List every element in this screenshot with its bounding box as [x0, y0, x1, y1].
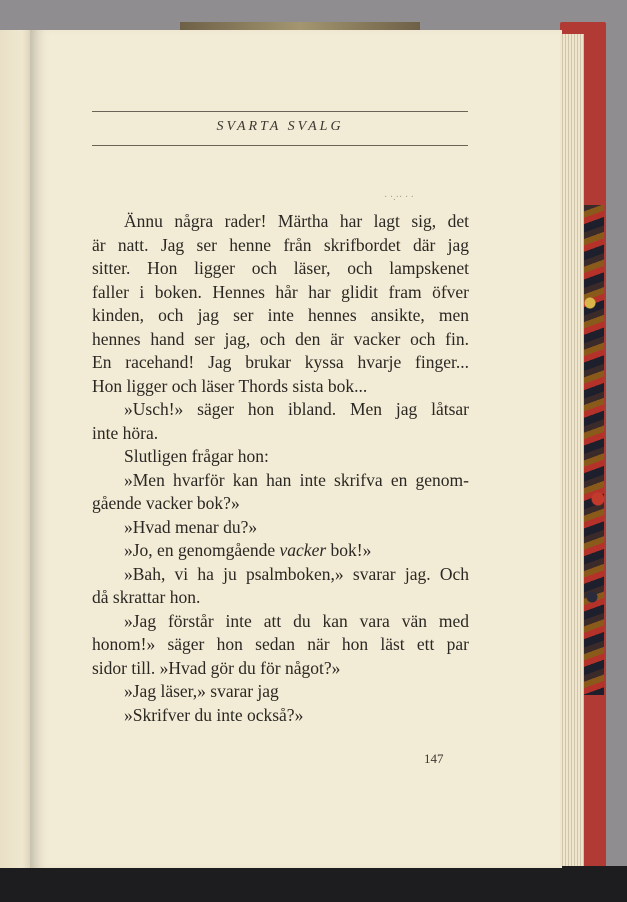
page-edges [560, 34, 584, 866]
text-line: »Usch!» säger hon ibland. Men jag låtsar [124, 399, 469, 419]
text-line: En racehand! Jag brukar kyssa hvarje finger... [92, 352, 469, 372]
text-line: »Bah, vi ha ju psalmboken,» svarar jag. Och [124, 563, 469, 584]
page-number: 147 [424, 751, 444, 766]
body-text [92, 210, 469, 727]
text-line: är natt. Jag ser henne från skrifbordet där jag [92, 234, 469, 255]
text-line: Hon ligger och läser Thords sista bok... [92, 375, 368, 396]
emphasis-vacker: vacker [279, 540, 327, 560]
text-line: »Skrifver du inte också?» [124, 704, 304, 725]
text-line: då skrattar hon. [92, 587, 201, 607]
text-segment: bok!» [330, 540, 372, 560]
header-rule-top [92, 111, 468, 112]
header-rule-bottom [92, 145, 468, 146]
text-line: kinden, och jag ser inte hennes ansikte, men [92, 305, 469, 325]
pencil-smudge: · ·.·· · · [384, 192, 414, 203]
text-line: sidor till. »Hvad gör du för något?» [92, 657, 341, 678]
text-line: faller i boken. Hennes hår har glidit fram öfver [92, 281, 469, 302]
book-cover-bottom [0, 866, 627, 902]
text-line: honom!» säger hon sedan när hon läst ett par [92, 634, 469, 654]
text-line: inte höra. [92, 422, 159, 443]
text-line: gående vacker bok?» [92, 493, 240, 513]
marbled-endpaper [584, 205, 604, 695]
text-line: Slutligen frågar hon: [124, 446, 269, 466]
running-title: SVARTA SVALG [216, 119, 344, 134]
text-line: »Hvad menar du?» [124, 516, 258, 537]
text-line: »Men hvarför kan han inte skrifva en genom- [124, 469, 469, 490]
left-page-edge [0, 30, 32, 868]
text-line: »Jag läser,» svarar jag [124, 681, 279, 701]
text-line: »Jag förstår inte att du kan vara vän med [124, 610, 469, 631]
text-line: sitter. Hon ligger och läser, och lampskenet [92, 258, 469, 278]
text-line [92, 539, 469, 563]
text-line: hennes hand ser jag, och den är vacker och fin. [92, 328, 469, 349]
text-line: Ännu några rader! Märtha har lagt sig, det [124, 211, 469, 231]
text-segment: »Jo, en genomgående [124, 540, 276, 560]
